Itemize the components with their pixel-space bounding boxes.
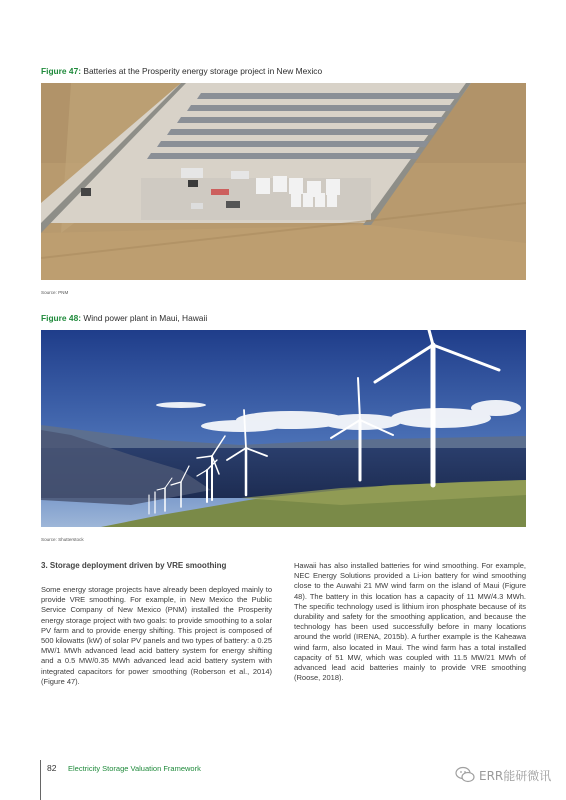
figure-48-title: Wind power plant in Maui, Hawaii <box>83 313 208 323</box>
figure-47-number: Figure 47: <box>41 66 82 76</box>
section-heading: 3. Storage deployment driven by VRE smoothing <box>41 561 227 570</box>
figure-47-title: Batteries at the Prosperity energy storage project in New Mexico <box>83 66 323 76</box>
right-paragraph: Hawaii has also installed batteries for wind smoothing. For example, NEC Energy Solutions provided a Li-ion battery for wind smoothing close to the Auwahi 21 MW wind farm on the island of Maui (Figure 48). The battery in this location has a capacity of 11 MW/4.3 MWh. The specific technology used is lithium iron phosphate because of its durability and safety for the smoothing application, and because the technology has been used successfully before in many locations around the world (IRENA, 2015b). A further example is the Kaheawa wind farm, also located in Maui. The wind farm has a total installed capacity of 51 MW, which was coupled with 11.5 MW/21 MWh of advanced lead acid batteries mainly to provide VRE smoothing (Roose, 2018). <box>294 561 526 683</box>
watermark <box>455 766 551 784</box>
page-number: 82 <box>47 763 57 773</box>
footer-rule <box>40 760 41 800</box>
footer-title: Electricity Storage Valuation Framework <box>68 764 201 773</box>
figure-47-caption <box>41 66 322 76</box>
figure-48-caption <box>41 313 207 323</box>
left-paragraph: Some energy storage projects have already been deployed mainly to provide VRE smoothing. For example, in New Mexico the Public Service Company of New Mexico (PNM) installed the Prosperity energy storage project with two goals: to provide smoothing to a solar PV farm and to provide energy shifting. This project is composed of 500 kilowatts (kW) of solar PV panels and two types of battery: a 0.25 MW/1 MWh advanced lead acid battery system for energy shifting and a 0.5 MW/0.35 MWh advanced lead acid battery system with integrated capacitors for power smoothing (Roberson et al., 2014) (Figure 47). <box>41 585 272 686</box>
figure-48-number: Figure 48: <box>41 313 82 323</box>
figure-47-source: Source: PNM <box>41 290 69 295</box>
figure-47-photo <box>41 83 526 280</box>
wechat-icon <box>455 766 475 784</box>
watermark-text: ERR能研微讯 <box>479 768 552 783</box>
figure-48-photo <box>41 330 526 527</box>
figure-48-source: Source: Shutterstock <box>41 537 84 542</box>
